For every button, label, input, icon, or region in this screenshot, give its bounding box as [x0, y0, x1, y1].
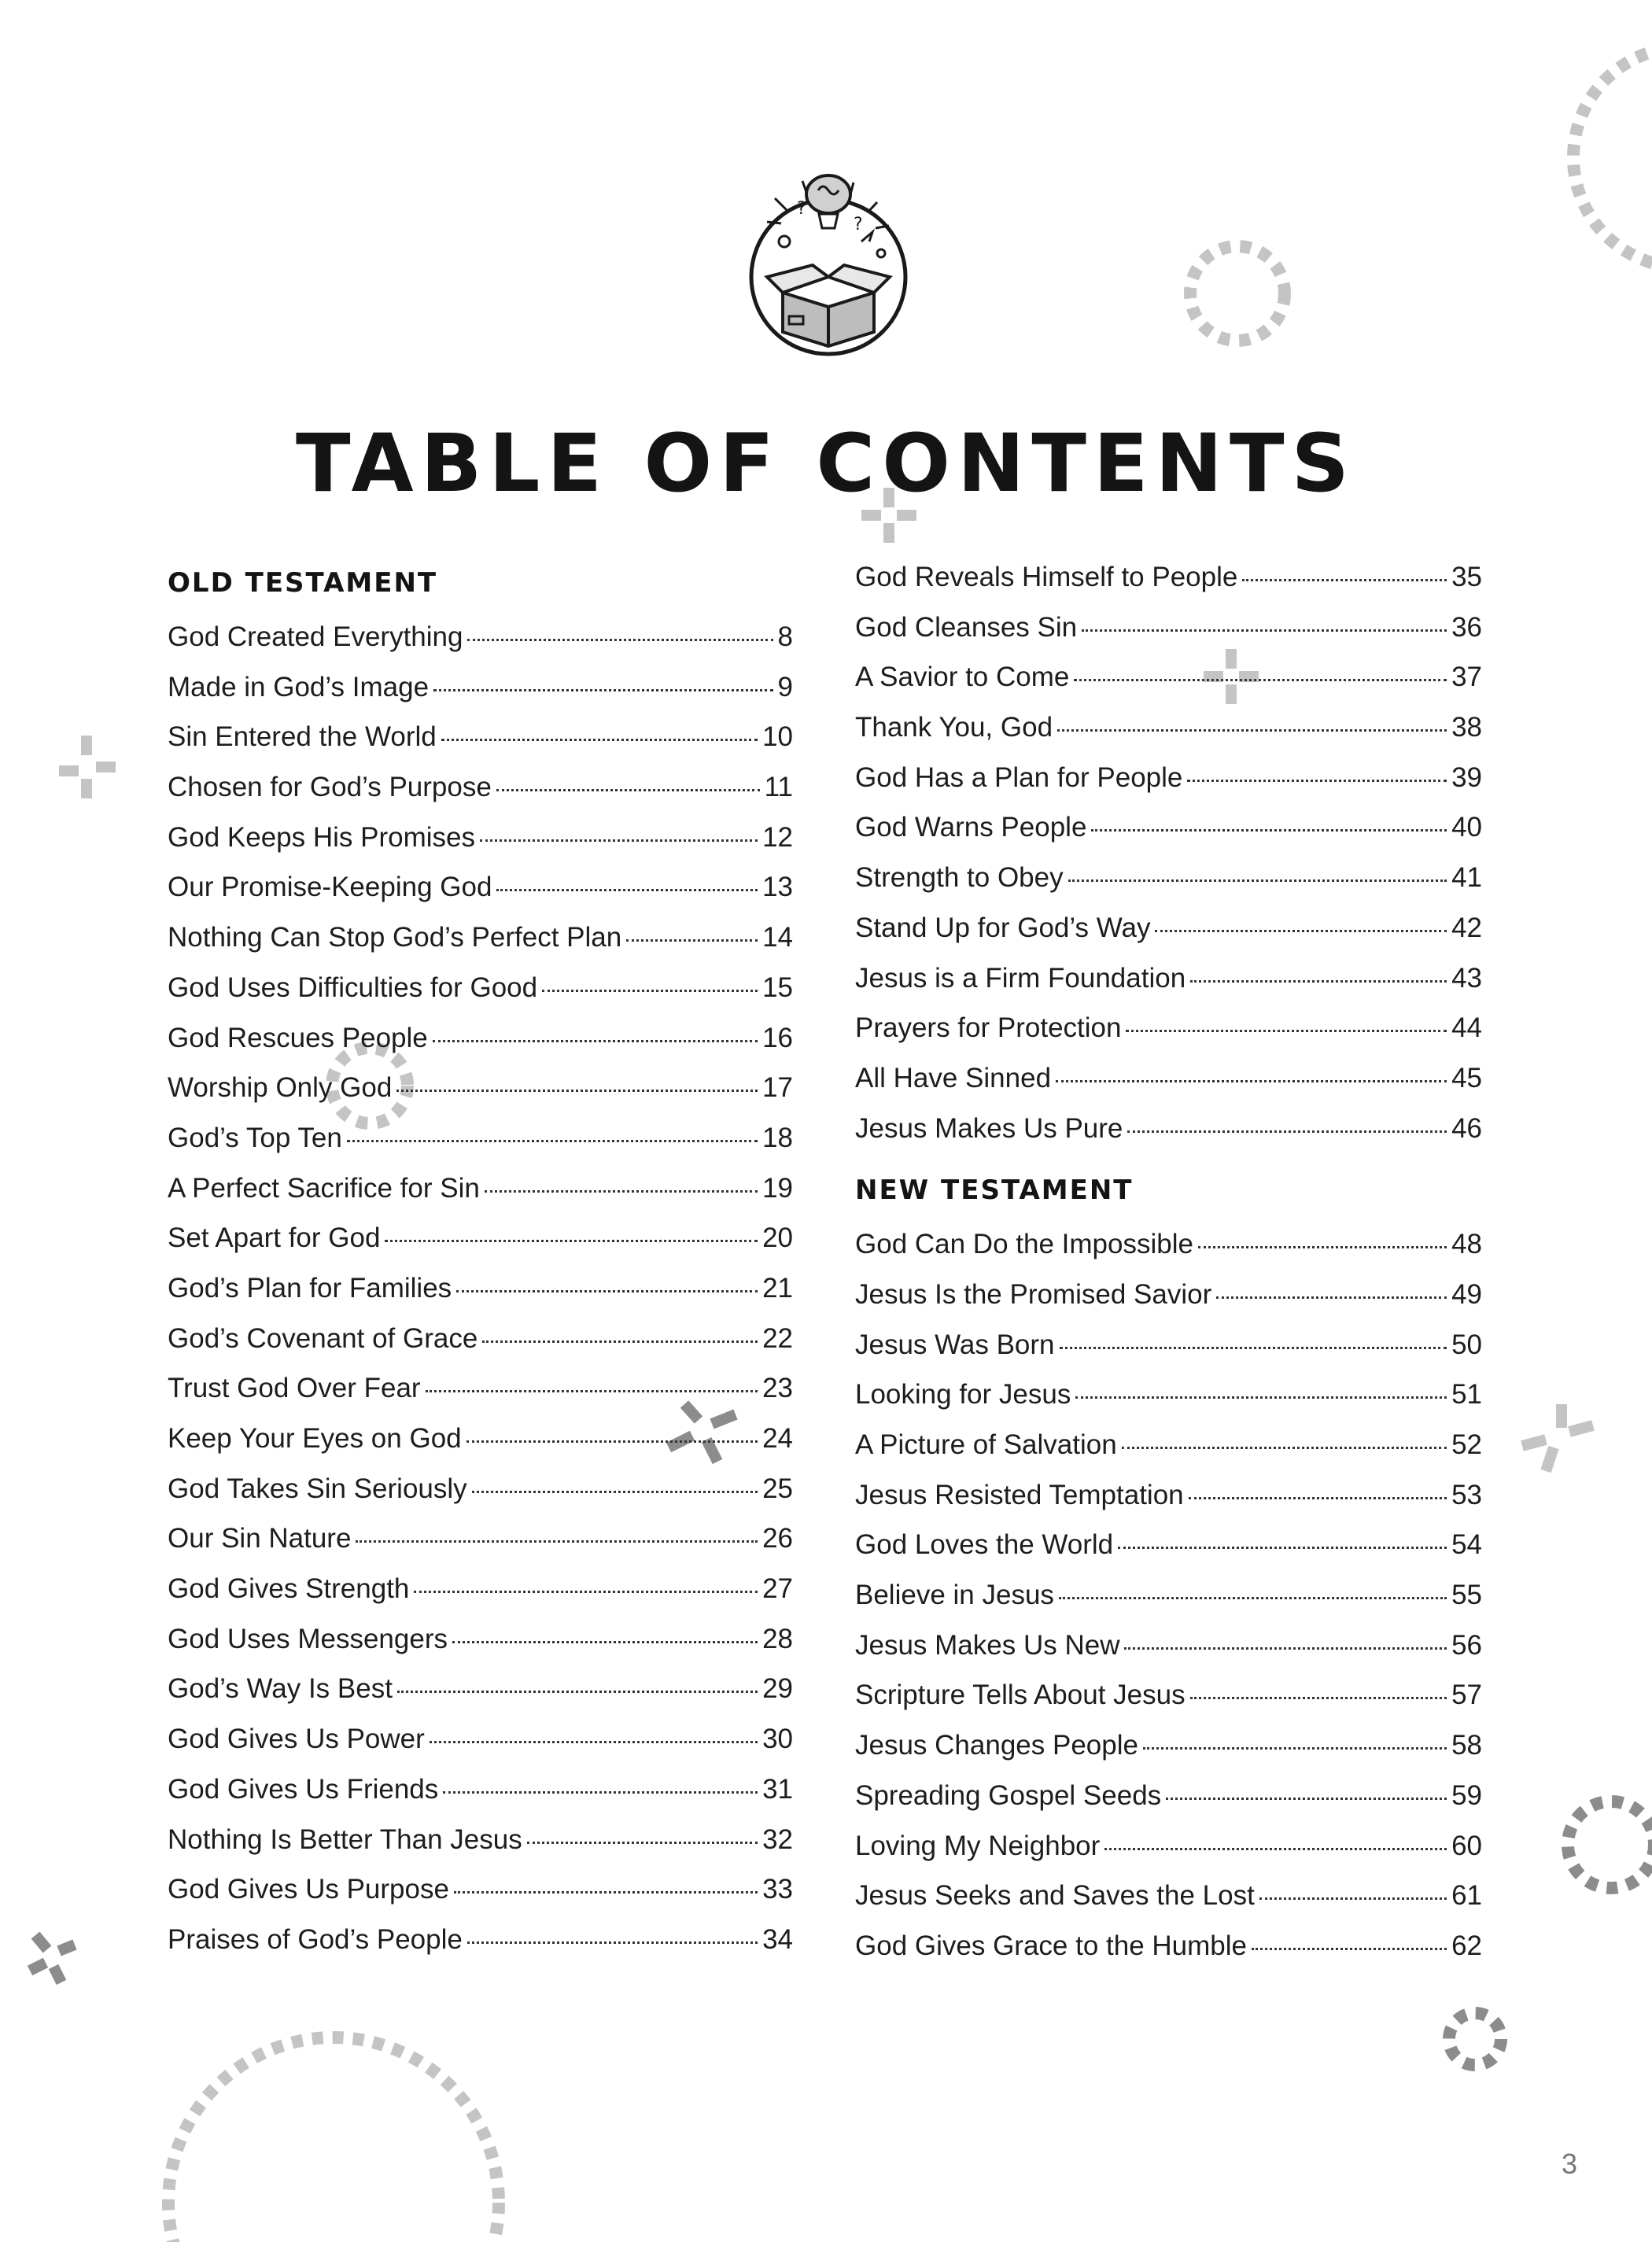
toc-entry-page: 56	[1451, 1629, 1482, 1661]
toc-entry	[855, 903, 1482, 953]
dot-leader	[454, 1891, 758, 1894]
dot-leader	[347, 1140, 758, 1142]
toc-entry-title: God Keeps His Promises	[168, 821, 475, 853]
toc-entry-page: 52	[1451, 1429, 1482, 1460]
toc-entry	[855, 1270, 1482, 1320]
toc-entry	[168, 963, 793, 1013]
dashed-circle-decoration	[1573, 47, 1652, 267]
toc-entry-page: 54	[1451, 1529, 1482, 1561]
toc-entry-page: 32	[762, 1823, 793, 1855]
toc-entry-page: 43	[1451, 962, 1482, 994]
dot-leader	[1155, 930, 1447, 932]
toc-entry-page: 40	[1451, 812, 1482, 843]
toc-entry-title: God’s Top Ten	[168, 1122, 342, 1153]
toc-entry-page: 48	[1451, 1229, 1482, 1260]
dashed-circle-decoration	[168, 2037, 499, 2242]
dot-leader	[452, 1641, 758, 1643]
dot-leader	[433, 1040, 758, 1042]
toc-entry-title: God Cleanses Sin	[855, 611, 1078, 643]
toc-entry	[168, 1314, 793, 1364]
toc-entry-page: 26	[762, 1523, 793, 1554]
dot-leader	[1124, 1647, 1447, 1650]
toc-entry-page: 18	[762, 1122, 793, 1153]
toc-entry	[168, 1363, 793, 1414]
toc-entry-page: 30	[762, 1724, 793, 1755]
toc-entry-title: Keep Your Eyes on God	[168, 1423, 462, 1454]
toc-entry-page: 38	[1451, 712, 1482, 743]
dot-leader	[527, 1842, 758, 1844]
toc-entry-page: 37	[1451, 662, 1482, 693]
toc-entry-title: Our Promise-Keeping God	[168, 872, 492, 903]
toc-entry-title: Chosen for God’s Purpose	[168, 772, 492, 803]
toc-entry-title: God Gives Us Friends	[168, 1773, 439, 1805]
toc-entry-title: God Has a Plan for People	[855, 761, 1183, 793]
toc-entry-page: 31	[762, 1773, 793, 1805]
dot-leader	[1122, 1447, 1447, 1449]
page-title: TABLE OF CONTENTS	[295, 417, 1356, 511]
toc-entry-title: Jesus Makes Us Pure	[855, 1112, 1123, 1144]
toc-entry-page: 53	[1451, 1479, 1482, 1510]
toc-entry-page: 58	[1451, 1730, 1482, 1761]
toc-entry-page: 59	[1451, 1779, 1482, 1811]
toc-entry-title: Set Apart for God	[168, 1222, 381, 1254]
dot-leader	[1118, 1547, 1447, 1549]
toc-entry	[168, 813, 793, 863]
toc-entry-page: 34	[762, 1923, 793, 1955]
dot-leader	[466, 1440, 758, 1443]
toc-entry	[855, 1320, 1482, 1370]
toc-entry	[855, 753, 1482, 803]
toc-entry	[855, 1219, 1482, 1270]
toc-entry	[855, 1621, 1482, 1671]
dot-leader	[1057, 729, 1447, 732]
toc-entry-title: God Rescues People	[168, 1022, 428, 1053]
toc-entry-page: 27	[762, 1573, 793, 1605]
dot-leader	[1068, 879, 1447, 882]
contents-column-left	[168, 563, 793, 1965]
toc-entry	[168, 1864, 793, 1915]
toc-entry	[855, 702, 1482, 753]
dot-leader	[1082, 629, 1447, 632]
toc-entry	[855, 1520, 1482, 1570]
dot-leader	[480, 839, 758, 842]
dot-leader	[396, 1090, 758, 1092]
dot-leader	[385, 1240, 758, 1242]
dot-leader	[356, 1540, 758, 1543]
sparkle-decoration	[1522, 1404, 1593, 1471]
toc-entry-title: Nothing Is Better Than Jesus	[168, 1823, 522, 1855]
dot-leader	[542, 990, 758, 992]
toc-entry-page: 17	[762, 1072, 793, 1104]
toc-entry-title: A Perfect Sacrifice for Sin	[168, 1172, 480, 1204]
toc-entry	[855, 1570, 1482, 1621]
toc-entry	[855, 1670, 1482, 1720]
toc-entry	[168, 1815, 793, 1865]
toc-entry	[168, 1013, 793, 1064]
toc-entry	[168, 762, 793, 813]
toc-entry	[855, 1771, 1482, 1821]
dot-leader	[1198, 1246, 1447, 1248]
dot-leader	[482, 1340, 758, 1343]
dot-leader	[414, 1591, 758, 1593]
toc-entry-page: 61	[1451, 1880, 1482, 1912]
toc-entry-title: God Gives Us Purpose	[168, 1874, 449, 1905]
toc-entry-page: 28	[762, 1623, 793, 1654]
toc-entry	[168, 712, 793, 762]
dot-leader	[626, 939, 758, 942]
toc-entry-title: God Gives Us Power	[168, 1724, 425, 1755]
toc-entry-title: God Created Everything	[168, 621, 463, 652]
toc-entry-title: Loving My Neighbor	[855, 1830, 1101, 1861]
dashed-circle-decoration	[1568, 1801, 1652, 1888]
dot-leader	[1189, 1497, 1447, 1499]
toc-entry	[855, 1104, 1482, 1154]
toc-entry-page: 39	[1451, 761, 1482, 793]
toc-entry	[855, 802, 1482, 853]
toc-entry-page: 29	[762, 1673, 793, 1705]
dot-leader	[430, 1741, 758, 1743]
toc-entry-title: Praises of God’s People	[168, 1923, 463, 1955]
toc-entry-title: God Uses Difficulties for Good	[168, 972, 538, 1003]
dot-leader	[1074, 679, 1447, 681]
sparkle-decoration	[59, 736, 116, 798]
dot-leader	[496, 889, 758, 891]
toc-entry	[168, 1414, 793, 1464]
brain-lightbulb-box-icon	[743, 167, 913, 358]
toc-entry-title: Prayers for Protection	[855, 1012, 1122, 1044]
dot-leader	[1104, 1848, 1447, 1850]
toc-entry	[168, 1714, 793, 1764]
toc-entry	[855, 552, 1482, 603]
toc-entry-title: Nothing Can Stop God’s Perfect Plan	[168, 922, 622, 953]
new-testament-list	[855, 1219, 1482, 1971]
toc-entry-title: A Picture of Salvation	[855, 1429, 1117, 1460]
dot-leader	[467, 639, 773, 641]
page-number: 3	[1562, 2148, 1578, 2180]
section-heading-old-testament: OLD TESTAMENT	[168, 567, 438, 599]
dot-leader	[1187, 780, 1447, 782]
toc-entry	[168, 1514, 793, 1564]
toc-entry-page: 12	[762, 821, 793, 853]
old-testament-list-continued	[855, 552, 1482, 1153]
dot-leader	[441, 739, 758, 741]
toc-entry-page: 60	[1451, 1830, 1482, 1861]
toc-entry	[168, 1664, 793, 1714]
dot-leader	[443, 1791, 758, 1794]
toc-entry-page: 49	[1451, 1278, 1482, 1310]
toc-entry	[855, 1821, 1482, 1871]
dot-leader	[496, 789, 760, 791]
dot-leader	[1259, 1897, 1447, 1900]
toc-entry	[855, 1921, 1482, 1971]
toc-entry-page: 23	[762, 1373, 793, 1404]
toc-entry	[168, 1163, 793, 1214]
dashed-circle-decoration	[1190, 246, 1285, 341]
toc-entry-page: 44	[1451, 1012, 1482, 1044]
toc-entry-title: God Reveals Himself to People	[855, 562, 1238, 592]
toc-entry-page: 10	[762, 721, 793, 753]
toc-entry-title: Scripture Tells About Jesus	[855, 1680, 1186, 1711]
toc-entry	[855, 853, 1482, 903]
toc-entry-title: God Takes Sin Seriously	[168, 1473, 467, 1504]
dot-leader	[1091, 829, 1447, 832]
toc-entry-title: Thank You, God	[855, 712, 1053, 743]
toc-entry-page: 24	[762, 1423, 793, 1454]
toc-entry-title: Jesus Changes People	[855, 1730, 1138, 1761]
toc-entry-title: Worship Only God	[168, 1072, 393, 1104]
toc-entry	[855, 603, 1482, 653]
toc-entry-page: 57	[1451, 1680, 1482, 1711]
dot-leader	[1252, 1948, 1447, 1950]
dashed-circle-decoration	[1449, 2013, 1501, 2065]
toc-entry-title: Jesus Was Born	[855, 1329, 1055, 1360]
toc-entry-title: Made in God’s Image	[168, 671, 430, 702]
dot-leader	[1075, 1396, 1447, 1399]
toc-entry-title: All Have Sinned	[855, 1062, 1052, 1093]
toc-entry-title: Jesus Is the Promised Savior	[855, 1278, 1212, 1310]
toc-entry	[168, 1564, 793, 1614]
toc-entry-title: Jesus Makes Us New	[855, 1629, 1120, 1661]
toc-entry-page: 21	[762, 1272, 793, 1304]
toc-entry-title: God Can Do the Impossible	[855, 1229, 1193, 1260]
dot-leader	[1126, 1030, 1447, 1032]
toc-entry	[168, 862, 793, 913]
toc-entry-page: 35	[1451, 562, 1482, 592]
toc-entry-title: A Savior to Come	[855, 662, 1070, 693]
toc-entry	[168, 1764, 793, 1815]
toc-entry	[168, 1614, 793, 1665]
toc-entry	[168, 1263, 793, 1314]
toc-entry-page: 25	[762, 1473, 793, 1504]
toc-entry-title: Looking for Jesus	[855, 1379, 1071, 1410]
toc-entry	[168, 662, 793, 713]
dot-leader	[1190, 980, 1447, 983]
toc-entry-title: Stand Up for God’s Way	[855, 912, 1151, 943]
toc-entry-title: Believe in Jesus	[855, 1580, 1054, 1611]
toc-entry	[855, 1053, 1482, 1104]
toc-entry	[168, 1464, 793, 1514]
toc-entry-title: Strength to Obey	[855, 862, 1064, 894]
dot-leader	[1143, 1747, 1447, 1750]
toc-entry-page: 42	[1451, 912, 1482, 943]
dot-leader	[1127, 1130, 1447, 1133]
toc-entry-page: 41	[1451, 862, 1482, 894]
toc-entry-title: God Gives Grace to the Humble	[855, 1930, 1247, 1961]
dot-leader	[1056, 1080, 1447, 1082]
toc-entry-page: 51	[1451, 1379, 1482, 1410]
toc-entry	[168, 612, 793, 662]
toc-entry-title: God Loves the World	[855, 1529, 1114, 1561]
toc-entry	[855, 1720, 1482, 1771]
toc-entry-title: Jesus is a Firm Foundation	[855, 962, 1186, 994]
toc-entry-page: 14	[762, 922, 793, 953]
toc-entry-page: 22	[762, 1322, 793, 1354]
toc-entry-title: Sin Entered the World	[168, 721, 437, 753]
toc-entry-page: 11	[764, 772, 793, 803]
toc-entry-page: 20	[762, 1222, 793, 1254]
dot-leader	[1059, 1597, 1447, 1599]
toc-entry-title: Spreading Gospel Seeds	[855, 1779, 1162, 1811]
toc-entry-page: 13	[762, 872, 793, 903]
toc-entry-page: 45	[1451, 1062, 1482, 1093]
dot-leader	[433, 689, 773, 691]
sparkle-decoration	[30, 1935, 75, 1982]
svg-text:?: ?	[797, 199, 806, 219]
toc-entry-page: 16	[762, 1022, 793, 1053]
toc-entry-title: God’s Covenant of Grace	[168, 1322, 478, 1354]
toc-entry	[855, 1370, 1482, 1420]
toc-entry	[855, 1871, 1482, 1921]
toc-entry-title: God’s Plan for Families	[168, 1272, 452, 1304]
toc-entry	[855, 1003, 1482, 1053]
dot-leader	[1166, 1798, 1447, 1800]
contents-column-right	[855, 552, 1482, 1971]
toc-entry	[855, 652, 1482, 702]
svg-text:?: ?	[854, 215, 863, 234]
old-testament-list	[168, 612, 793, 1965]
section-heading-new-testament: NEW TESTAMENT	[855, 1174, 1134, 1207]
toc-entry-title: Our Sin Nature	[168, 1523, 352, 1554]
toc-entry-page: 50	[1451, 1329, 1482, 1360]
dot-leader	[1242, 579, 1447, 581]
dot-leader	[456, 1290, 758, 1292]
toc-entry-title: Jesus Seeks and Saves the Lost	[855, 1880, 1255, 1912]
dot-leader	[467, 1941, 758, 1944]
toc-entry-page: 55	[1451, 1580, 1482, 1611]
toc-entry	[168, 1915, 793, 1965]
dot-leader	[1216, 1296, 1447, 1299]
toc-entry-page: 46	[1451, 1112, 1482, 1144]
toc-entry-title: Jesus Resisted Temptation	[855, 1479, 1184, 1510]
toc-entry-title: God’s Way Is Best	[168, 1673, 393, 1705]
toc-entry-title: God Uses Messengers	[168, 1623, 448, 1654]
toc-entry-page: 62	[1451, 1930, 1482, 1961]
dot-leader	[426, 1390, 758, 1392]
toc-entry	[168, 1063, 793, 1113]
toc-entry-title: Trust God Over Fear	[168, 1373, 421, 1404]
toc-entry-page: 36	[1451, 611, 1482, 643]
toc-entry	[855, 1470, 1482, 1521]
dot-leader	[1190, 1697, 1447, 1699]
toc-entry	[855, 1420, 1482, 1470]
toc-entry-page: 33	[762, 1874, 793, 1905]
toc-entry	[168, 913, 793, 963]
toc-entry-page: 9	[777, 671, 793, 702]
toc-entry-title: God Warns People	[855, 812, 1087, 843]
dot-leader	[472, 1491, 758, 1493]
toc-entry	[168, 1113, 793, 1163]
toc-entry-page: 15	[762, 972, 793, 1003]
toc-entry-title: God Gives Strength	[168, 1573, 410, 1605]
toc-entry	[168, 1213, 793, 1263]
dot-leader	[1060, 1347, 1447, 1349]
dot-leader	[485, 1190, 758, 1193]
toc-entry-page: 8	[777, 621, 793, 652]
dot-leader	[397, 1691, 758, 1693]
toc-entry	[855, 953, 1482, 1004]
toc-entry-page: 19	[762, 1172, 793, 1204]
